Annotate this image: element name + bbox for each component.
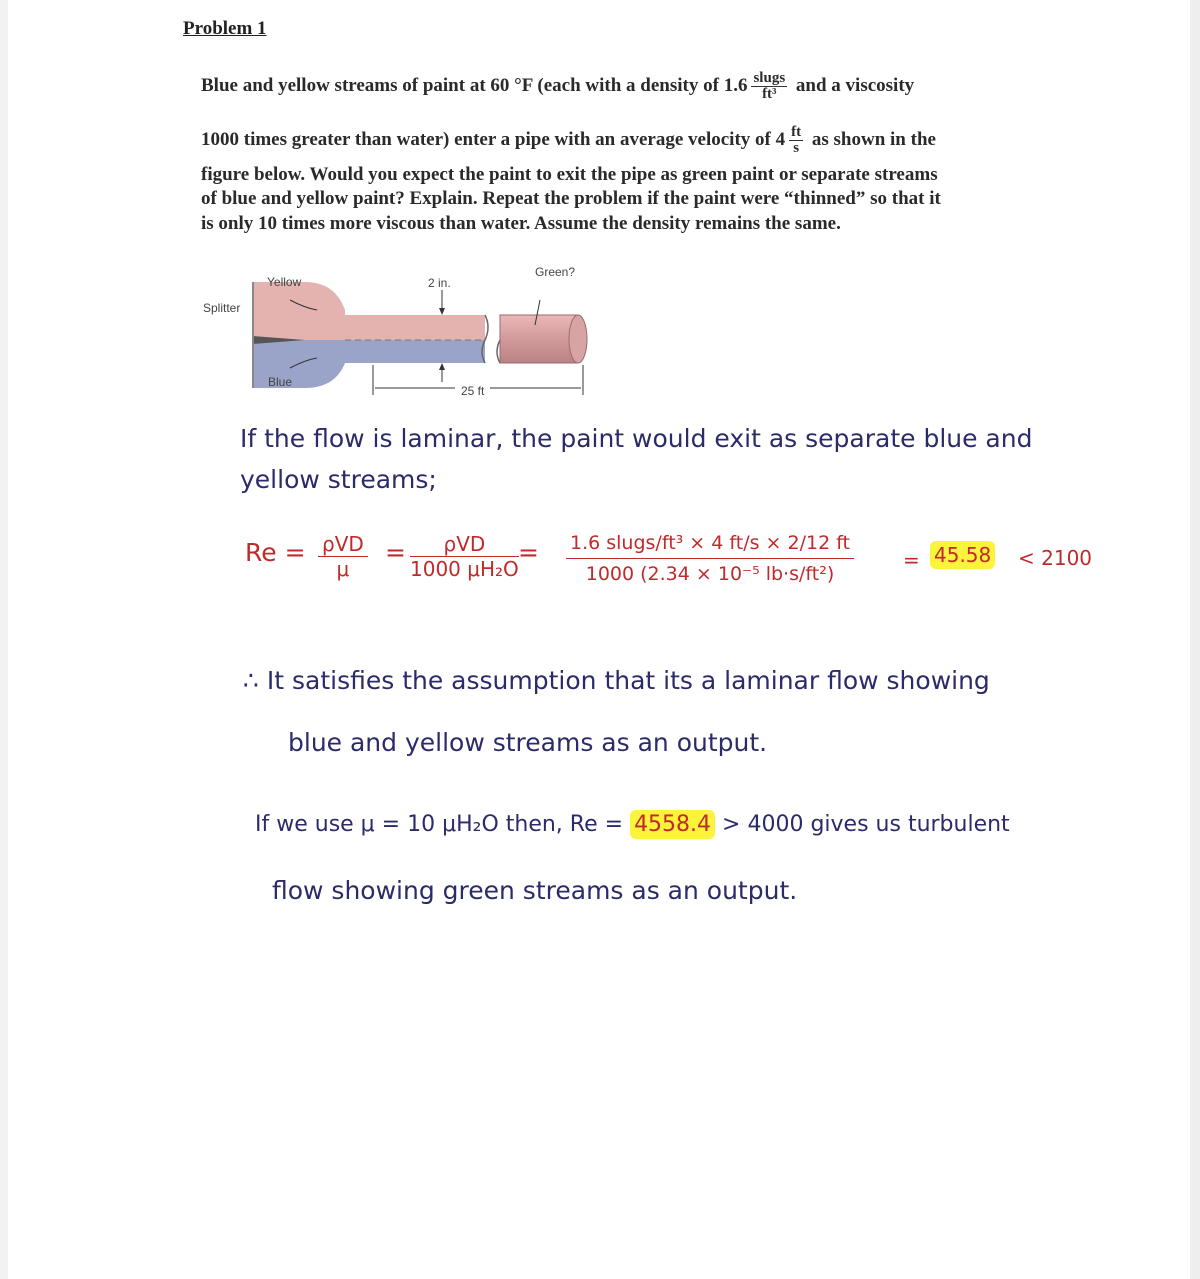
calculation [566, 528, 854, 589]
outlet-pipe [500, 315, 578, 363]
problem-title: Problem 1 [183, 18, 267, 39]
length-label: 25 ft [461, 384, 485, 398]
formula-1-num: ρVD [318, 532, 368, 557]
problem-line-1b: and a viscosity [795, 74, 915, 96]
solution-line-1: If the flow is laminar, the paint would exit as separate blue and [240, 424, 1033, 453]
result-1 [930, 543, 995, 567]
equals-1: = [385, 538, 406, 567]
green-label: Green? [535, 265, 576, 279]
problem-line-2a: 1000 times greater than water) enter a pipe with an average velocity of 4 [201, 128, 786, 150]
velocity-unit-den: s [793, 140, 800, 156]
problem-line-1a: Blue and yellow streams of paint at 60 °F (each with a density of 1.6 [201, 74, 748, 96]
solution-line-5 [255, 812, 1010, 837]
density-unit-den: ft³ [762, 86, 777, 102]
yellow-stream [253, 282, 485, 340]
diameter-label: 2 in. [428, 276, 451, 290]
right-frame [1190, 0, 1200, 1279]
splitter-label: Splitter [203, 301, 241, 315]
formula-2 [410, 532, 519, 581]
reynolds-symbol: Re = [245, 538, 306, 567]
problem-line-2 [201, 125, 1031, 156]
formula-1 [318, 532, 368, 581]
equals-2: = [518, 538, 539, 567]
formula-1-den: μ [336, 557, 350, 581]
density-unit-num: slugs [753, 70, 786, 86]
problem-line-2b: as shown in the [811, 128, 936, 150]
solution-line-2: yellow streams; [240, 465, 437, 494]
formula-2-num: ρVD [410, 532, 519, 557]
calculation-num: 1.6 slugs/ft³ × 4 ft/s × 2/12 ft [566, 528, 854, 559]
result-1-highlight: 45.58 [930, 541, 995, 569]
left-frame [0, 0, 8, 1279]
problem-line-5: is only 10 times more viscous than water. Assume the density remains the same. [201, 213, 841, 234]
solution-line-5a: If we use μ = 10 μH₂O then, Re = [255, 812, 624, 837]
equals-3: = [903, 548, 920, 572]
velocity-unit [789, 125, 803, 156]
formula-2-den: 1000 μH₂O [410, 557, 519, 581]
solution-line-5b: > 4000 gives us turbulent [722, 812, 1010, 837]
problem-line-1 [201, 71, 1031, 102]
velocity-unit-num: ft [791, 124, 802, 140]
yellow-label: Yellow [267, 275, 302, 289]
solution-line-6: flow showing green streams as an output. [272, 876, 798, 905]
pipe-figure [195, 260, 615, 410]
solution-line-3: ∴ It satisfies the assumption that its a laminar flow showing [243, 666, 990, 695]
problem-line-4: of blue and yellow paint? Explain. Repeat the problem if the paint were “thinned” so that it [201, 188, 941, 209]
density-unit [751, 71, 787, 102]
calculation-den: 1000 (2.34 × 10⁻⁵ lb·s/ft²) [585, 563, 835, 585]
problem-line-3: figure below. Would you expect the paint to exit the pipe as green paint or separate streams [201, 164, 938, 185]
outlet-pipe-end [569, 315, 587, 363]
blue-label: Blue [268, 375, 293, 389]
solution-line-4: blue and yellow streams as an output. [288, 728, 768, 757]
result-2-highlight: 4558.4 [630, 810, 715, 839]
comparison-1: < 2100 [1018, 546, 1093, 570]
